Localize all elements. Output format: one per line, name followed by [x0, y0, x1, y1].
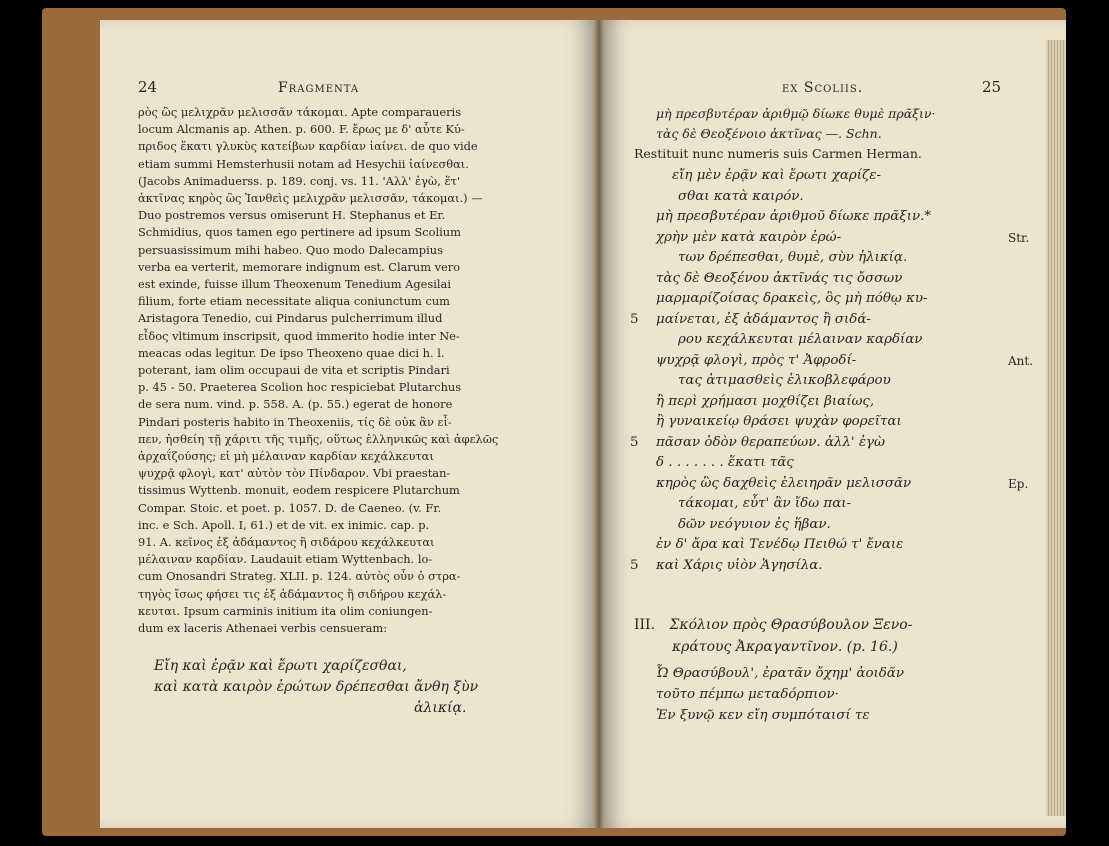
poem-text: ρου κεχάλκευται μέλαιναν καρδίαν — [678, 332, 923, 347]
text-line: de sera num. vind. p. 558. A. (p. 55.) egerat de honore — [138, 397, 453, 412]
text-line: ψυχρᾷ φλογὶ, κατ' αὐτὸν τὸν Πίνδαρον. Vbi praestan- — [138, 466, 451, 481]
poem-text: σθαι κατὰ καιρόν. — [678, 188, 804, 204]
poem-line — [656, 351, 1056, 372]
text-line: persuasissimum mihi habeo. Quo modo Dalecampius — [138, 242, 443, 257]
line-number: 5 — [630, 557, 639, 573]
text-line: ἀρχαΐζούσης; εἰ μὴ μέλαιναν καρδίαν κεχάλκευται — [138, 449, 434, 464]
right-page — [604, 20, 1066, 828]
line-number: 5 — [630, 311, 639, 327]
poem-line — [656, 289, 1056, 310]
text-line: filium, forte etiam necessitate aliqua coniunctum cum — [138, 294, 450, 309]
commentary-text — [138, 104, 588, 637]
poem-line — [656, 269, 1056, 290]
section-numeral: III. — [634, 617, 656, 633]
verse-block — [154, 656, 584, 718]
left-page — [100, 20, 594, 828]
text-line: πεν, ἡσθείη τῇ χάριτι τῆς τιμῆς, οὕτως ἑλληνικῶς καὶ ἀφελῶς — [138, 431, 499, 446]
page-number-right: 25 — [982, 78, 1002, 96]
text-line: dum ex laceris Athenaei verbis censueram: — [138, 621, 388, 636]
text-line: πριδος ἕκατι γλυκὺς κατείβων καρδίαν ἰαίνει. de quo vide — [138, 139, 478, 154]
poem-text: πᾶσαν ὁδὸν θεραπεύων. ἀλλ' ἐγὼ — [656, 434, 885, 450]
poem-text: των δρέπεσθαι, θυμὲ, σὺν ἡλικίᾳ. — [678, 250, 908, 265]
verse-line: ἁλικίᾳ. — [414, 699, 467, 716]
text-line: meacas odas legitur. De ipso Theoxeno quae dici h. l. — [138, 345, 445, 360]
text-line: verba ea verterit, memorare indignum est. Clarum vero — [138, 259, 461, 274]
poem-text: τας ἀτιμασθεὶς ἑλικοβλεφάρου — [678, 373, 891, 388]
strophe-marker: Ep. — [1008, 476, 1029, 491]
section-title: Σκόλιον πρὸς Θρασύβουλον Ξενο- — [669, 617, 913, 633]
text-line: 91. A. κεῖνος ἐξ ἀδάμαντος ἢ σιδάρου κεχάλκευται — [138, 535, 435, 550]
poem-text: ψυχρᾷ φλογὶ, πρὸς τ' Ἀφροδί- — [656, 352, 857, 368]
poem-text: μαρμαρίζοίσας δρακεὶς, ὃς μὴ πόθῳ κυ- — [656, 291, 928, 306]
poem-line — [656, 248, 1056, 269]
poem-line — [656, 453, 1056, 474]
verse-line: Ἐν ξυνῷ κεν εἴη συμπόταισί τε — [656, 707, 870, 723]
poem-text: ἢ περὶ χρήμασι μοχθίζει βιαίως, — [656, 393, 875, 409]
text-line: locum Alcmanis ap. Athen. p. 600. F. ἔρως με δ' αὖτε Κύ- — [138, 122, 465, 137]
poem-line — [656, 474, 1056, 495]
verse-line: καὶ κατὰ καιρὸν ἐρώτων δρέπεσθαι ἄνθη ξὺν — [154, 678, 479, 695]
poem-line — [656, 494, 1056, 515]
text-line: εἶδος vltimum inscripsit, quod immerito hodie inter Ne- — [138, 328, 460, 343]
text-line: κευται. Ipsum carminis initium ita olim coniungen- — [138, 603, 433, 618]
poem-line — [630, 310, 1056, 331]
text-line: (Jacobs Animaduerss. p. 189. conj. vs. 11. 'Αλλ' ἐγὼ, ἕτ' — [138, 173, 461, 188]
poem-text: κηρὸς ὣς δαχθεὶς ἑλειηρᾶν μελισσᾶν — [656, 475, 912, 491]
verse-line: Εἴη καὶ ἐρᾷν καὶ ἔρωτι χαρίζεσθαι, — [154, 658, 407, 674]
poem-line — [656, 330, 1056, 351]
text-line: poterant, iam olim occupaui de vita et scriptis Pindari — [138, 363, 450, 378]
text-line: ρὸς ὣς μελιχρᾶν μελισσᾶν τάκομαι. Apte comparaueris — [138, 105, 462, 119]
strophe-marker: Ant. — [1008, 353, 1034, 368]
poem-line — [656, 166, 1056, 187]
verse-line: Ὦ Θρασύβουλ', ἐρατᾶν ὄχημ' ἀοιδᾶν — [656, 666, 904, 681]
line-number: 5 — [630, 434, 639, 450]
text-line: tissimus Wyttenb. monuit, eodem respicere Plutarchum — [138, 483, 460, 498]
text-line: μέλαιναν καρδίαν. Laudauit etiam Wyttenbach. lo- — [138, 552, 433, 567]
poem-line — [656, 371, 1056, 392]
poem-line — [630, 556, 1056, 577]
poem-text: τάκομαι, εὖτ' ἂν ἴδω παι- — [678, 496, 852, 511]
page-edges — [1046, 40, 1066, 816]
poem-text: μὴ πρεσβυτέραν ἀριθμοῦ δίωκε πρᾶξιν.* — [656, 209, 932, 224]
text-line: Duo postremos versus omiserunt H. Stephanus et Er. — [138, 208, 446, 223]
poem-line — [656, 412, 1056, 433]
poem-line — [656, 207, 1056, 228]
text-line: Aristagora Tenedio, cui Pindarus pulcherrimum illud — [138, 311, 443, 326]
poem-line — [656, 392, 1056, 413]
text-line: Schmidius, quos tamen ego pertinere ad ipsum Scolium — [138, 225, 461, 240]
book — [42, 8, 1066, 836]
poem-block — [630, 166, 1056, 576]
text-line: ἀκτῖνας κηρὸς ὣς Ἰανθεὶς μελιχρᾶν μελισσᾶν, τάκομαι.) — — [138, 191, 483, 206]
text-line: est exinde, fuisse illum Theoxenum Tenedium Agesilai — [138, 277, 451, 292]
poem-text: εἴη μὲν ἐρᾷν καὶ ἔρωτι χαρίζε- — [672, 168, 881, 183]
poem-text: δῶν νεόγυιον ἐς ἥβαν. — [678, 516, 831, 532]
running-header-right: ex Scoliis. — [782, 80, 864, 96]
text-line: p. 45 - 50. Praeterea Scolion hoc respiciebat Plutarchus — [138, 380, 462, 395]
text-line: τὰς δὲ Θεοξένοιο ἀκτῖνας —. Schn. — [656, 126, 882, 141]
text-line: cum Onosandri Strateg. XLII. p. 124. αὐτὸς οὖν ὁ στρα- — [138, 569, 461, 584]
poem-line — [656, 187, 1056, 208]
strophe-marker: Str. — [1008, 230, 1030, 245]
text-line: τηγὸς ἴσως φήσει τις ἐξ ἀδάμαντος ἢ σιδήρου κεχάλ- — [138, 586, 447, 601]
intro-text — [634, 104, 1034, 164]
poem-text: ἐν δ' ἄρα καὶ Τενέδῳ Πειθώ τ' ἔναιε — [656, 537, 904, 552]
section-heading — [634, 614, 912, 658]
poem-line — [630, 433, 1056, 454]
poem-line — [656, 228, 1056, 249]
poem-line — [656, 515, 1056, 536]
poem-text: τὰς δὲ Θεοξένου ἀκτῖνάς τις ὄσσων — [656, 270, 903, 286]
poem-text: δ . . . . . . . ἕκατι τᾶς — [656, 455, 794, 470]
text-line: Restituit nunc numeris suis Carmen Herman. — [634, 146, 922, 161]
text-line: inc. e Sch. Apoll. I, 61.) et de vit. ex inimic. cap. p. — [138, 517, 430, 532]
poem-text: μαίνεται, ἐξ ἀδάμαντος ἢ σιδά- — [656, 311, 871, 327]
verse-line: τοῦτο πέμπω μεταδόρπιον· — [656, 686, 839, 702]
text-line: Pindari posteris habito in Theoxeniis, τίς δὲ οὐκ ἂν εἶ- — [138, 414, 452, 429]
final-verse-block — [656, 664, 1056, 726]
poem-line — [656, 535, 1056, 556]
poem-text: χρὴν μὲν κατὰ καιρὸν ἐρώ- — [656, 229, 842, 245]
poem-text: ἢ γυναικείῳ θράσει ψυχὰν φορεῖται — [656, 414, 902, 429]
running-header-left: Fragmenta — [278, 80, 360, 96]
text-line: μὴ πρεσβυτέραν ἀριθμῷ δίωκε θυμὲ πρᾶξιν· — [656, 106, 936, 121]
text-line: Compar. Stoic. et poet. p. 1057. D. de Caeneo. (v. Fr. — [138, 500, 442, 515]
poem-text: καὶ Χάρις υἱὸν Ἁγησίλα. — [656, 557, 823, 573]
section-title-cont: κράτους Ἀκραγαντῖνον. (p. 16.) — [672, 639, 898, 655]
text-line: etiam summi Hemsterhusii notam ad Hesychii ἰαίνεσθαι. — [138, 156, 469, 171]
page-number-left: 24 — [138, 78, 158, 96]
